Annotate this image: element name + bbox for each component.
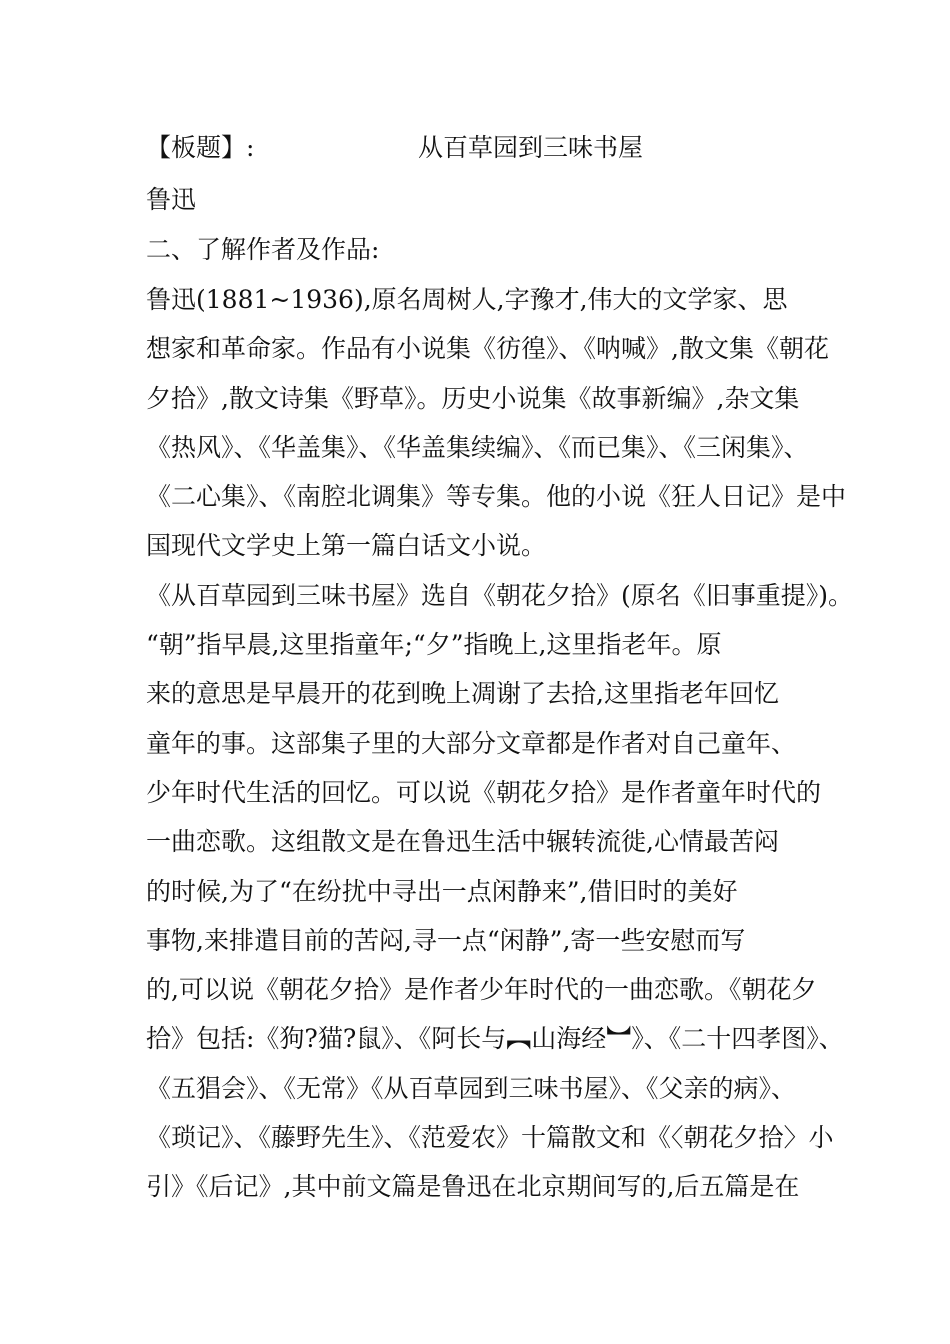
text-line: 《从百草园到三味书屋》选自《朝花夕拾》(原名《旧事重提》)。 [146,580,854,610]
text-line: 事物,来排遣目前的苦闷,寻一点“闲静”,寄一些安慰而写 [146,925,746,955]
author-name: 鲁迅 [146,185,197,214]
title-line [146,128,826,168]
text-line: 来的意思是早晨开的花到晚上凋谢了去拾,这里指老年回忆 [146,679,779,709]
section-heading: 二、了解作者及作品: [146,235,380,264]
text-line: 鲁迅(1881~1936),原名周树人,字豫才,伟大的文学家、思 [146,285,788,314]
body-text [146,280,854,1217]
text-line: 引》《后记》,其中前文篇是鲁迅在北京期间写的,后五篇是在 [146,1172,800,1202]
text-line: 《琐记》、《藤野先生》、《范爱农》十篇散文和《〈朝花夕拾〉小 [146,1123,834,1153]
text-line: 《热风》、《华盖集》、《华盖集续编》、《而已集》、《三闲集》、 [146,432,809,462]
text-line: 童年的事。这部集子里的大部分文章都是作者对自己童年、 [146,728,797,758]
text-line: 的,可以说《朝花夕拾》是作者少年时代的一曲恋歌。《朝花夕 [146,975,817,1005]
text-line: 《二心集》、《南腔北调集》等专集。他的小说《狂人日记》是中 [146,482,847,512]
text-line: 拾》包括:《狗?猫?鼠》、《阿长与︻山海经︼》、《二十四孝图》、 [146,1024,844,1054]
text-line: 一曲恋歌。这组散文是在鲁迅生活中辗转流徙,心情最苦闷 [146,827,779,857]
page-title: 从百草园到三味书屋 [418,133,644,162]
title-label: 【板题】: [146,133,255,162]
text-line: 《五猖会》、《无常》《从百草园到三味书屋》、《父亲的病》、 [146,1073,797,1103]
text-line: 的时候,为了“在纷扰中寻出一点闲静来”,借旧时的美好 [146,876,738,906]
text-line: 想家和革命家。作品有小说集《彷徨》、《呐喊》,散文集《朝花 [146,334,829,364]
text-line: 国现代文学史上第一篇白话文小说。 [146,531,547,561]
text-line: 少年时代生活的回忆。可以说《朝花夕拾》是作者童年时代的 [146,777,822,807]
text-line: 夕拾》,散文诗集《野草》。历史小说集《故事新编》,杂文集 [146,383,800,413]
text-line: “朝”指早晨,这里指童年;“夕”指晚上,这里指老年。原 [146,630,722,660]
